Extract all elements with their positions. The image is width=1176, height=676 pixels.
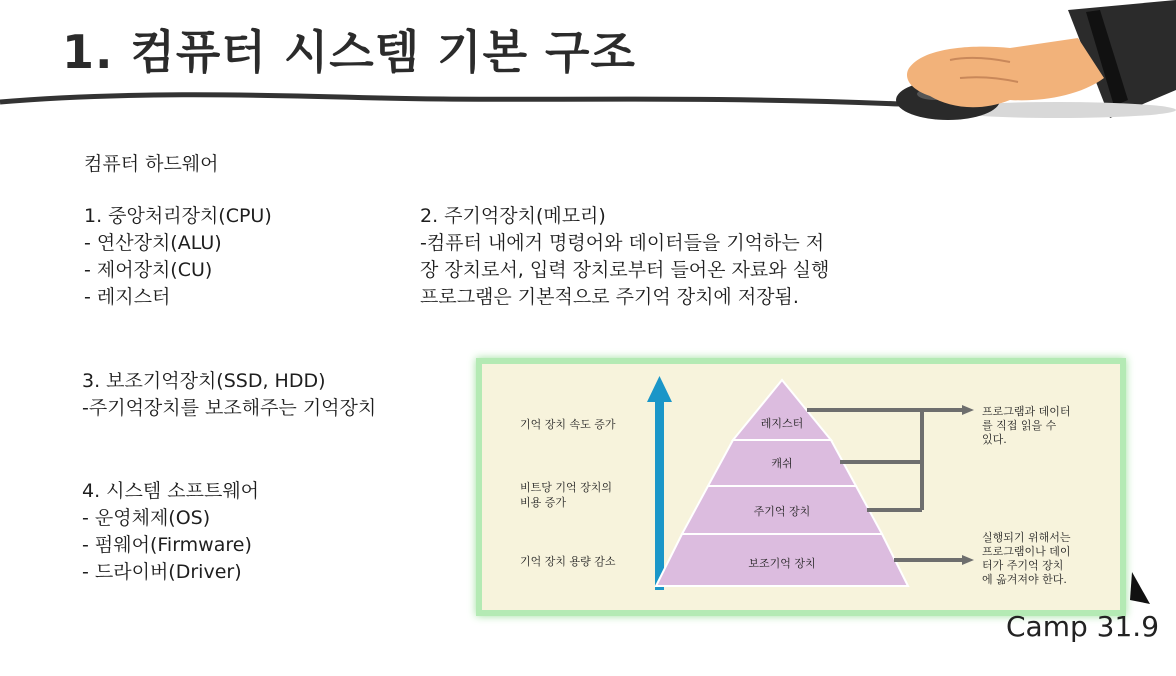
cpu-item-alu: - 연산장치(ALU): [84, 232, 222, 254]
corner-triangle-icon: [1128, 570, 1152, 606]
note-top-line: 프로그램과 데이터: [982, 405, 1071, 418]
cpu-item-register: - 레지스터: [84, 286, 171, 308]
side-label-cost: 비용 증가: [520, 496, 567, 509]
memory-heading: 2. 주기억장치(메모리): [420, 205, 606, 227]
slide-title: 1. 컴퓨터 시스템 기본 구조: [62, 25, 636, 79]
arrow-shaft: [655, 400, 664, 590]
section-heading: 컴퓨터 하드웨어: [84, 153, 219, 175]
side-label-capacity: 기억 장치 용량 감소: [520, 555, 616, 568]
memory-desc-line: 장 장치로서, 입력 장치로부터 들어온 자료와 실행: [420, 259, 830, 281]
arrow-right-icon: [962, 555, 974, 565]
arrow-right-icon: [962, 405, 974, 415]
mouse-hand-illustration: [890, 0, 1176, 125]
tier-label-secondary: 보조기억 장치: [748, 557, 816, 570]
cpu-heading: 1. 중앙처리장치(CPU): [84, 205, 272, 227]
tier-label-cache: 캐쉬: [771, 457, 793, 470]
memory-desc-line: -컴퓨터 내에거 명령어와 데이터들을 기억하는 저: [420, 232, 825, 254]
note-bottom-line: 실행되기 위해서는: [982, 531, 1071, 544]
arrow-up-icon: [647, 376, 672, 402]
note-bottom-line: 에 옮겨져야 한다.: [982, 573, 1067, 586]
note-bottom-line: 터가 주기억 장치: [982, 559, 1064, 572]
cpu-item-cu: - 제어장치(CU): [84, 259, 213, 281]
software-heading: 4. 시스템 소프트웨어: [82, 480, 260, 502]
tier-label-register: 레지스터: [760, 417, 804, 430]
memory-desc-line: 프로그램은 기본적으로 주기억 장치에 저장됨.: [420, 286, 799, 308]
memory-hierarchy-diagram: [476, 358, 1126, 616]
software-item-firmware: - 펌웨어(Firmware): [82, 534, 252, 556]
tier-label-main-memory: 주기억 장치: [753, 505, 811, 518]
storage-heading: 3. 보조기억장치(SSD, HDD): [82, 370, 326, 392]
storage-desc: -주기억장치를 보조해주는 기억장치: [82, 397, 377, 419]
side-label-cost: 비트당 기억 장치의: [520, 481, 613, 494]
footer-text: Camp 31.9: [1006, 610, 1160, 643]
note-top-line: 를 직접 읽을 수: [982, 419, 1057, 432]
note-bottom-line: 프로그램이나 데이: [982, 545, 1071, 558]
title-underline: [0, 82, 900, 112]
side-label-speed: 기억 장치 속도 증가: [520, 418, 616, 431]
note-top-line: 있다.: [982, 433, 1007, 446]
software-item-driver: - 드라이버(Driver): [82, 561, 242, 583]
memory-hierarchy-svg: [482, 364, 1120, 610]
software-item-os: - 운영체제(OS): [82, 507, 211, 529]
